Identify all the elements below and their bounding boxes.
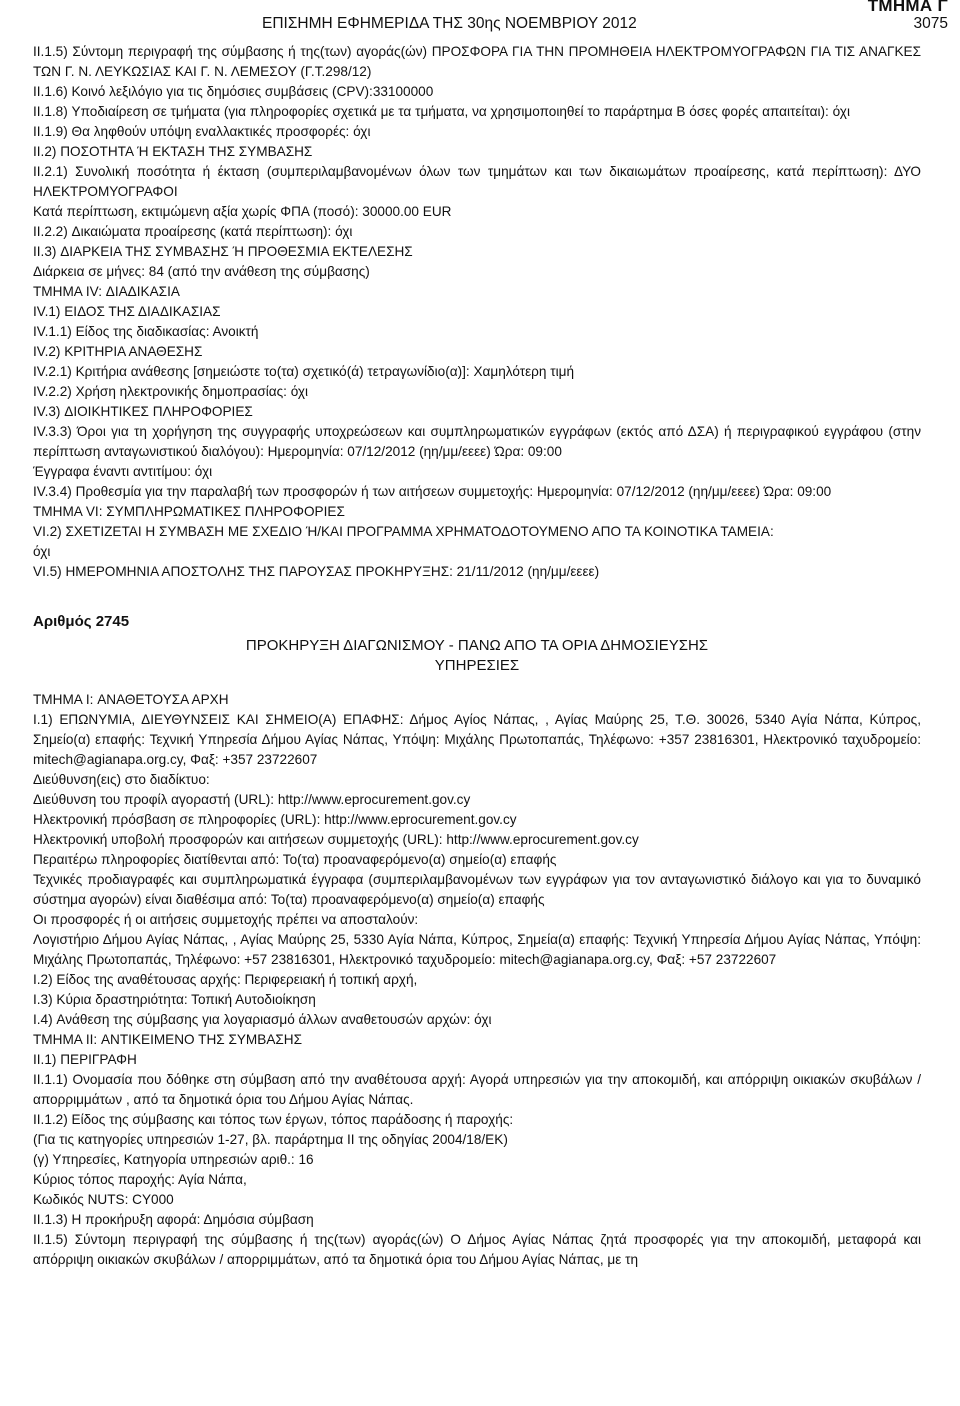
text-line: IV.3.4) Προθεσμία για την παραλαβή των προσφορών ή των αιτήσεων συμμετοχής: Ημερομηνία: 07/12/2012 (ηη/μμ/εεεε) Ώρα: 09:00 xyxy=(33,484,832,499)
text-line: IV.1) ΕΙΔΟΣ ΤΗΣ ΔΙΑΔΙΚΑΣΙΑΣ xyxy=(33,304,221,319)
text-line: II.1) ΠΕΡΙΓΡΑΦΗ xyxy=(33,1052,137,1067)
text-line: Διάρκεια σε μήνες: 84 (από την ανάθεση της σύμβασης) xyxy=(33,264,370,279)
page-number: 3075 xyxy=(913,15,948,32)
text-line: VI.2) ΣΧΕΤΙΖΕΤΑΙ Η ΣΥΜΒΑΣΗ ΜΕ ΣΧΕΔΙΟ Ή/ΚΑΙ ΠΡΟΓΡΑΜΜΑ ΧΡΗΜΑΤΟΔΟΤΟΥΜΕΝΟ ΑΠΟ ΤΑ ΚΟΙΝΟΤΙΚΑ ΤΑΜΕΙΑ: xyxy=(33,524,774,539)
text-line: Κωδικός NUTS: CY000 xyxy=(33,1192,174,1207)
text-line: ΤΜΗΜΑ I: ΑΝΑΘΕΤΟΥΣΑ ΑΡΧΗ xyxy=(33,692,229,707)
text-line: ΤΜΗΜΑ VI: ΣΥΜΠΛΗΡΩΜΑΤΙΚΕΣ ΠΛΗΡΟΦΟΡΙΕΣ xyxy=(33,504,345,519)
notice-title xyxy=(33,636,921,676)
text-line: II.1.2) Είδος της σύμβασης και τόπος των έργων, τόπος παράδοσης ή παροχής: xyxy=(33,1112,514,1127)
page-header xyxy=(0,0,960,36)
text-line: I.1) ΕΠΩΝΥΜΙΑ, ΔΙΕΥΘΥΝΣΕΙΣ ΚΑΙ ΣΗΜΕΙΟ(Α) ΕΠΑΦΗΣ: Δήμος Αγίος Νάπας, , Αγίας Μαύρης 25, Τ.Θ. 30026, 5340 Αγία Νάπα, Κύπρος, Σημείο(α) επαφής: Τεχνική Υπηρεσία Δήμου Αγίας Νάπας, Υπόψη: Μιχάλης Πρωτοπαπάς, Τηλέφωνο: +357 23816301, Ηλεκτρονικό ταχυδρομείο: mitech@agianapa.org.cy, Φαξ: +357 23722607 xyxy=(33,712,921,767)
text-line: (Για τις κατηγορίες υπηρεσιών 1-27, βλ. παράρτημα II της οδηγίας 2004/18/ΕΚ) xyxy=(33,1132,508,1147)
text-line: II.2) ΠΟΣΟΤΗΤΑ Ή ΕΚΤΑΣΗ ΤΗΣ ΣΥΜΒΑΣΗΣ xyxy=(33,144,313,159)
text-line: I.4) Ανάθεση της σύμβασης για λογαριασμό άλλων αναθετουσών αρχών: όχι xyxy=(33,1012,492,1027)
text-line: VI.5) ΗΜΕΡΟΜΗΝΙΑ ΑΠΟΣΤΟΛΗΣ ΤΗΣ ΠΑΡΟΥΣΑΣ ΠΡΟΚΗΡΥΞΗΣ: 21/11/2012 (ηη/μμ/εεεε) xyxy=(33,564,600,579)
text-line: IV.1.1) Είδος της διαδικασίας: Ανοικτή xyxy=(33,324,259,339)
text-line: IV.2.1) Κριτήρια ανάθεσης [σημειώστε το(τα) σχετικό(ά) τετραγωνίδιο(α)]: Χαμηλότερη τιμή xyxy=(33,364,575,379)
text-line: II.1.8) Υποδιαίρεση σε τμήματα (για πληροφορίες σχετικά με τα τμήματα, να χρησιμοποιηθεί το παράρτημα B όσες φορές απαιτείται): όχι xyxy=(33,104,850,119)
notice-title-line-2: ΥΠΗΡΕΣΙΕΣ xyxy=(434,657,520,674)
notice-body xyxy=(33,690,921,1270)
text-line: Κύριος τόπος παροχής: Αγία Νάπα, xyxy=(33,1172,247,1187)
text-line: Περαιτέρω πληροφορίες διατίθενται από: Το(τα) προαναφερόμενο(α) σημείο(α) επαφής xyxy=(33,852,557,867)
text-line: Διεύθυνση του προφίλ αγοραστή (URL): http://www.eprocurement.gov.cy xyxy=(33,792,471,807)
text-line: II.1.1) Ονομασία που δόθηκε στη σύμβαση από την αναθέτουσα αρχή: Αγορά υπηρεσιών για την αποκομιδή, και απόρριψη οικιακών σκυβάλων / απορριμμάτων , από τα δημοτικά όρια του Δήμου Αγίας Νάπας. xyxy=(33,1072,921,1107)
text-line: όχι xyxy=(33,544,51,559)
text-line: II.2.2) Δικαιώματα προαίρεσης (κατά περίπτωση): όχι xyxy=(33,224,353,239)
text-line: IV.3) ΔΙΟΙΚΗΤΙΚΕΣ ΠΛΗΡΟΦΟΡΙΕΣ xyxy=(33,404,253,419)
document-body xyxy=(33,42,921,1270)
section-label: ΤΜΗΜΑ Γ xyxy=(867,0,948,15)
text-line: Λογιστήριο Δήμου Αγίας Νάπας, , Αγίας Μαύρης 25, 5330 Αγία Νάπα, Κύπρος, Σημεία(α) επαφής: Τεχνική Υπηρεσία Δήμου Αγίας Νάπας, Υπόψη: Μιχάλης Πρωτοπαπάς, Τηλέφωνο: +57 23816301, Ηλεκτρονικό ταχυδρομείο: mitech@agianapa.org.cy, Φαξ: +57 23722607 xyxy=(33,932,921,967)
text-line: IV.2) ΚΡΙΤΗΡΙΑ ΑΝΑΘΕΣΗΣ xyxy=(33,344,203,359)
text-line: I.2) Είδος της αναθέτουσας αρχής: Περιφερειακή ή τοπική αρχή, xyxy=(33,972,418,987)
text-line: IV.2.2) Χρήση ηλεκτρονικής δημοπρασίας: όχι xyxy=(33,384,309,399)
text-line: Ηλεκτρονική υποβολή προσφορών και αιτήσεων συμμετοχής (URL): http://www.eprocurement.gov.cy xyxy=(33,832,639,847)
text-line: ΤΜΗΜΑ II: ΑΝΤΙΚΕΙΜΕΝΟ ΤΗΣ ΣΥΜΒΑΣΗΣ xyxy=(33,1032,303,1047)
text-line: Τεχνικές προδιαγραφές και συμπληρωματικά έγγραφα (συμπεριλαμβανομένων των εγγράφων για τον ανταγωνιστικό διάλογο και για το δυναμικό σύστημα αγορών) είναι διαθέσιμα από: Το(τα) προαναφερόμενο(α) σημείο(α) επαφής xyxy=(33,872,921,907)
text-line: (γ) Υπηρεσίες, Κατηγορία υπηρεσιών αριθ.: 16 xyxy=(33,1152,314,1167)
text-line: Οι προσφορές ή οι αιτήσεις συμμετοχής πρέπει να αποσταλούν: xyxy=(33,912,419,927)
text-line: Κατά περίπτωση, εκτιμώμενη αξία χωρίς ΦΠΑ (ποσό): 30000.00 EUR xyxy=(33,204,452,219)
gazette-title: ΕΠΙΣΗΜΗ ΕΦΗΜΕΡΙΔΑ ΤΗΣ 30ης ΝΟΕΜΒΡΙΟΥ 2012 xyxy=(262,15,637,32)
previous-notice-continuation xyxy=(33,42,921,582)
text-line: ΤΜΗΜΑ IV: ΔΙΑΔΙΚΑΣΙΑ xyxy=(33,284,180,299)
text-line: II.1.6) Κοινό λεξιλόγιο για τις δημόσιες συμβάσεις (CPV):33100000 xyxy=(33,84,434,99)
notice-title-line-1: ΠΡΟΚΗΡΥΞΗ ΔΙΑΓΩΝΙΣΜΟΥ - ΠΑΝΩ ΑΠΟ ΤΑ ΟΡΙΑ ΔΗΜΟΣΙΕΥΣΗΣ xyxy=(245,637,709,654)
text-line: II.3) ΔΙΑΡΚΕΙΑ ΤΗΣ ΣΥΜΒΑΣΗΣ Ή ΠΡΟΘΕΣΜΙΑ ΕΚΤΕΛΕΣΗΣ xyxy=(33,244,413,259)
text-line: IV.3.3) Όροι για τη χορήγηση της συγγραφής υποχρεώσεων και συμπληρωματικών εγγράφων (εκτός από ΔΣΑ) ή περιγραφικού εγγράφου (στην περίπτωση ανταγωνιστικού διαλόγου): Ημερομηνία: 07/12/2012 (ηη/μμ/εεεε) Ώρα: 09:00 xyxy=(33,424,921,459)
text-line: II.1.5) Σύντομη περιγραφή της σύμβασης ή της(των) αγοράς(ών) Ο Δήμος Αγίας Νάπας ζητά προσφορές για την αποκομιδή, μεταφορά και απόρριψη οικιακών σκυβάλων / απορριμμάτων, από τα δημοτικά όρια του Δήμου Αγίας Νάπας, με τη xyxy=(33,1232,921,1267)
text-line: II.1.9) Θα ληφθούν υπόψη εναλλακτικές προσφορές: όχι xyxy=(33,124,371,139)
text-line: II.2.1) Συνολική ποσότητα ή έκταση (συμπεριλαμβανομένων όλων των τμημάτων και των δικαιωμάτων προαίρεσης, κατά περίπτωση): ΔΥΟ ΗΛΕΚΤΡΟΜΥΟΓΡΑΦΟΙ xyxy=(33,164,921,199)
text-line: II.1.3) Η προκήρυξη αφορά: Δημόσια σύμβαση xyxy=(33,1212,314,1227)
text-line: II.1.5) Σύντομη περιγραφή της σύμβασης ή της(των) αγοράς(ών) ΠΡΟΣΦΟΡΑ ΓΙΑ ΤΗΝ ΠΡΟΜΗΘΕΙΑ ΗΛΕΚΤΡΟΜΥΟΓΡΑΦΩΝ ΓΙΑ ΤΙΣ ΑΝΑΓΚΕΣ ΤΩΝ Γ. Ν. ΛΕΥΚΩΣΙΑΣ ΚΑΙ Γ. Ν. ΛΕΜΕΣΟΥ (Γ.Τ.298/12) xyxy=(33,44,921,79)
text-line: I.3) Κύρια δραστηριότητα: Τοπική Αυτοδιοίκηση xyxy=(33,992,316,1007)
notice-number: Αριθμός 2745 xyxy=(33,613,130,630)
text-line: Έγγραφα έναντι αντιτίμου: όχι xyxy=(33,464,213,479)
text-line: Διεύθυνση(εις) στο διαδίκτυο: xyxy=(33,772,210,787)
text-line: Ηλεκτρονική πρόσβαση σε πληροφορίες (URL): http://www.eprocurement.gov.cy xyxy=(33,812,517,827)
